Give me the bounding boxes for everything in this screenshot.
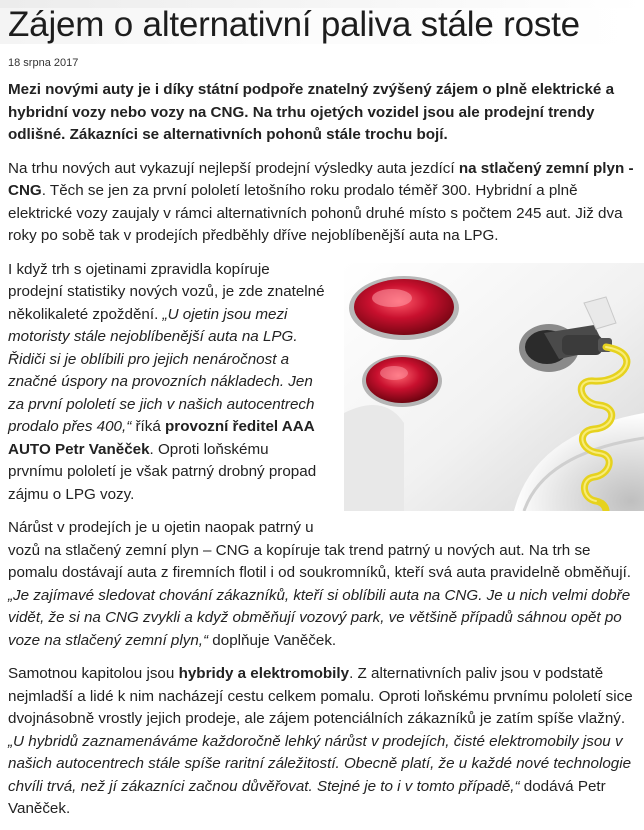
paragraph-3 [8, 517, 636, 652]
article-body [8, 79, 636, 830]
p3-text-after: doplňuje Vaněček. [208, 631, 337, 649]
p1-text-after: . Těch se jen za první pololetí letošního roku prodalo téměř 300. Hybridní a plně elektrické vozy zaujaly v rámci alternativních pohonů druhé místo s počtem 245 aut. Již dva roky po sobě tak v prodejích předběhly dříve nejoblíbenější auta na LPG. [8, 182, 623, 244]
p3-text-before: Nárůst v prodejích je u ojetin naopak patrný u vozů na stlačený zemní plyn – CNG a kopíruje tak trend patrný u nových aut. Na trh se pomalu dostávají auta z firemních flotil i od soukromníků, kteří svá auta pravidelně obměňují. [8, 519, 632, 581]
p1-text-before: Na trhu nových aut vykazují nejlepší prodejní výsledky auta jezdící [8, 159, 459, 177]
p4-text-end: dodává Petr Vaněček. [8, 777, 606, 817]
p4-text-before: Samotnou kapitolou jsou [8, 665, 179, 682]
p4-quote: „U hybridů zaznamenáváme každoročně lehký nárůst v prodejích, čisté elektromobily jsou v našich autocentrech stále spíše raritní záležitostí. Obecně platí, že u každé nové technologie chvíli trvá, než jí zákazníci začnou důvěřovat. Stejné je to i v tomto případě,“ [8, 732, 632, 795]
p2-bold: provozní ředitel AAA AUTO Petr Vaněček [8, 418, 315, 458]
article-date: 18 srpna 2017 [8, 57, 79, 69]
car-charging-photo [344, 263, 644, 511]
p2-text-mid: říká [131, 418, 166, 435]
lead-text: Mezi novými auty je i díky státní podpoře znatelný zvýšený zájem o plně elektrické a hybridní vozy nebo vozy na CNG. Na trhu ojetých vozidel jsou ale prodejní trendy odlišné. Zákazníci se alternativních pohonů stále trochu bojí. [8, 81, 615, 143]
p2-text-after: . Oproti loňskému prvnímu pololetí je však patrný drobný propad zájmu o LPG vozy. [8, 440, 317, 503]
p2-text-before: I když trh s ojetinami zpravidla kopíruje prodejní statistiky nových vozů, je zde znatelné několikaleté zpoždění. [8, 260, 325, 323]
paragraph-1 [8, 158, 636, 248]
p4-text-after: . Z alternativních paliv jsou v podstatě nejmladší a lidé k nim nacházejí cestu celkem pomalu. Oproti loňskému prvnímu pololetí sice dvojnásobně vrostly jejich prodeje, ale zájem potenciálních zákazníků je zatím spíše vlažný. [8, 665, 633, 727]
p1-bold: na stlačený zemní plyn - CNG [8, 159, 634, 199]
article-title: Zájem o alternativní paliva stále roste [8, 5, 580, 44]
p3-quote: „Je zajímavé sledovat chování zákazníků, kteří si oblíbili auta na CNG. Je u nich velmi dobře vidět, že si na CNG zvykli a když obměňují vozový park, ve většině případů sáhnou opět po voze na stlačený zemní plyn,“ [8, 586, 631, 649]
article-lead [8, 79, 636, 147]
paragraph-4 [8, 663, 636, 821]
p4-bold: hybridy a elektromobily [178, 665, 350, 682]
p2-quote: „U ojetin jsou mezi motoristy stále nejoblíbenější auta na LPG. Řidiči si je oblíbili pro jejich nenáročnost a značné úspory na provozních nákladech. Jen za první pololetí se jich v našich autocentrech prodalo přes 400,“ [8, 305, 315, 435]
car-charging-icon [344, 263, 644, 511]
